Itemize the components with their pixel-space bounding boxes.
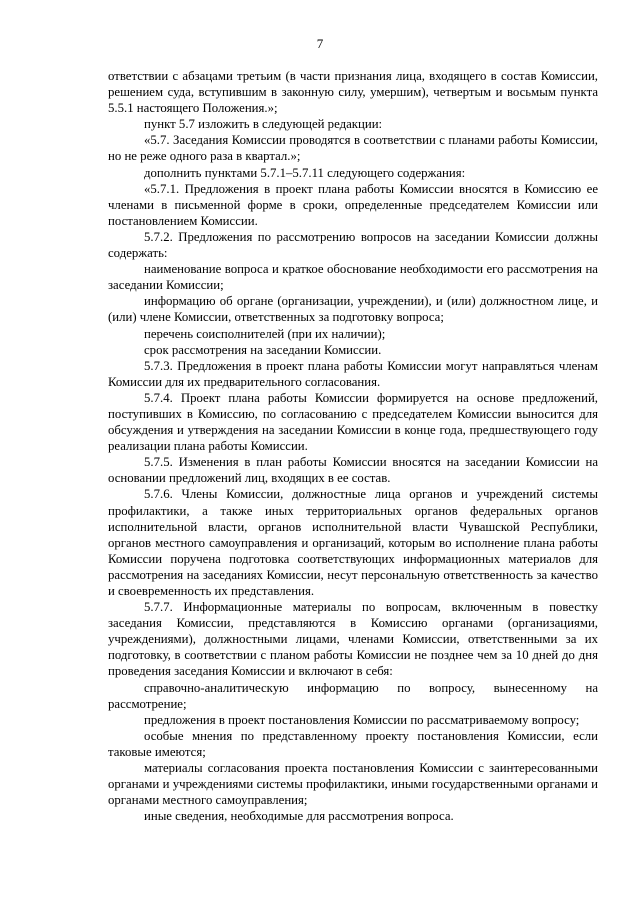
paragraph: иные сведения, необходимые для рассмотрения вопроса. (144, 809, 454, 824)
paragraph: 5.7.3. Предложения в проект плана работы Комиссии могут направляться членам Комиссии для их предварительного согласования. (108, 358, 598, 389)
paragraph: срок рассмотрения на заседании Комиссии. (144, 342, 382, 357)
paragraph: наименование вопроса и краткое обоснование необходимости его рассмотрения на заседании Комиссии; (108, 262, 598, 293)
paragraph: материалы согласования проекта постановления Комиссии с заинтересованными органами и учреждениями системы профилактики, иными государственными органами и органами местного самоуправления; (108, 761, 598, 808)
paragraph: 5.7.4. Проект плана работы Комиссии формируется на основе предложений, поступивших в Комиссию, по согласованию с председателем Комиссии выносится для обсуждения и утверждения на заседании Комиссии в конце года, предшествующего году реализации плана работы Комиссии. (108, 390, 598, 454)
paragraph: перечень соисполнителей (при их наличии); (144, 326, 386, 341)
paragraph: пункт 5.7 изложить в следующей редакции: (144, 117, 383, 132)
paragraph: 5.7.6. Члены Комиссии, должностные лица органов и учреждений системы профилактики, а также иных территориальных органов федеральных органов исполнительной власти, органов исполнительной власти Чувашской Республики, органов местного самоуправления и организаций, которым во исполнение плана работы Комиссии поручена подготовка соответствующих информационных материалов для рассмотрения на заседаниях Комиссии, несут персональную ответственность за качество и своевременность их представления. (108, 487, 598, 598)
paragraph: справочно-аналитическую информацию по вопросу, вынесенному на рассмотрение; (108, 680, 598, 711)
paragraph: дополнить пунктами 5.7.1–5.7.11 следующего содержания: (144, 165, 466, 180)
paragraph: ответствии с абзацами третьим (в части признания лица, входящего в состав Комиссии, решением суда, вступившим в законную силу, умершим), четвертым и восьмым пункта 5.5.1 настоящего Положения.»; (108, 69, 598, 116)
paragraph: информацию об органе (организации, учреждении), и (или) должностном лице, и (или) члене Комиссии, ответственных за подготовку вопроса; (108, 294, 598, 325)
paragraph: «5.7.1. Предложения в проект плана работы Комиссии вносятся в Комиссию ее членами в письменной форме в сроки, определенные председателем Комиссии или постановлением Комиссии. (108, 181, 598, 228)
document-body (108, 68, 598, 824)
paragraph: 5.7.5. Изменения в план работы Комиссии вносятся на заседании Комиссии на основании предложений лиц, входящих в ее состав. (108, 455, 598, 486)
paragraph: особые мнения по представленному проекту постановления Комиссии, если таковые имеются; (108, 728, 598, 759)
paragraph: предложения в проект постановления Комиссии по рассматриваемому вопросу; (144, 712, 580, 727)
paragraph: 5.7.7. Информационные материалы по вопросам, включенным в повестку заседания Комиссии, представляются в Комиссию органами (организациями, учреждениями), должностными лицами, членами Комиссии, ответственными за их подготовку, в соответствии с планом работы Комиссии не позднее чем за 10 дней до дня проведения заседания Комиссии и включают в себя: (108, 600, 598, 679)
paragraph: «5.7. Заседания Комиссии проводятся в соответствии с планами работы Комиссии, но не реже одного раза в квартал.»; (108, 133, 598, 164)
paragraph: 5.7.2. Предложения по рассмотрению вопросов на заседании Комиссии должны содержать: (108, 229, 598, 261)
page-number: 7 (316, 36, 324, 51)
